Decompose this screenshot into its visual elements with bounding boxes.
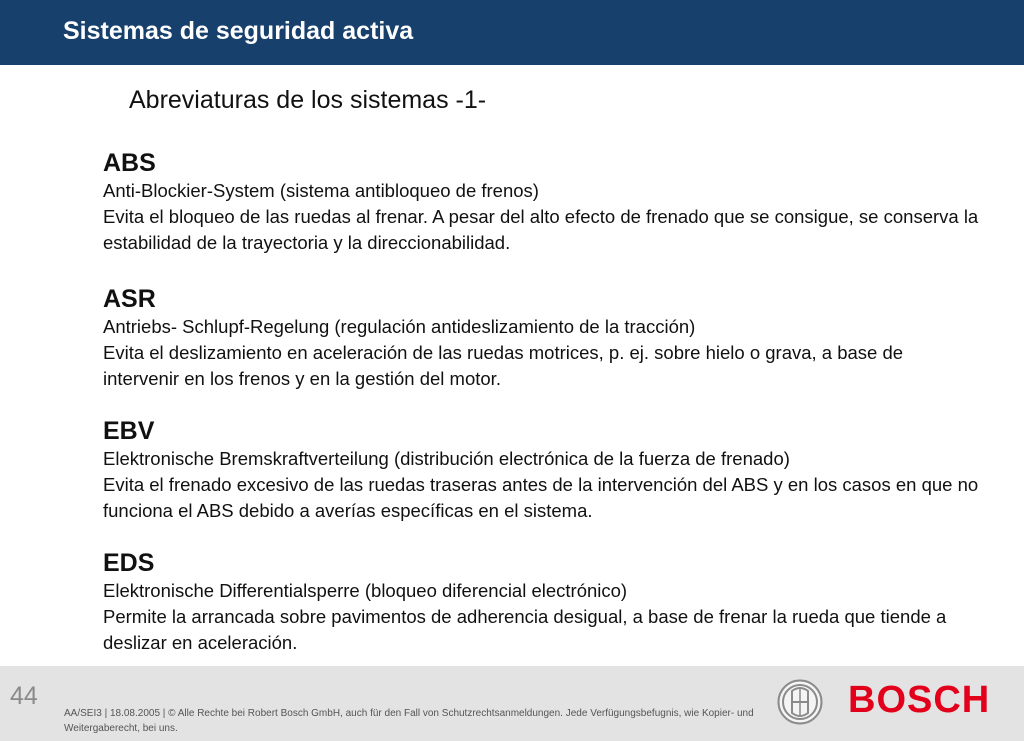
entry-full-name: Antriebs- Schlupf-Regelung (regulación antideslizamiento de la tracción) xyxy=(103,316,696,337)
page-number: 44 xyxy=(10,682,38,710)
entry-ebv xyxy=(103,416,983,524)
entry-full-name: Anti-Blockier-System (sistema antibloqueo de frenos) xyxy=(103,180,539,201)
entry-description: Permite la arrancada sobre pavimentos de adherencia desigual, a base de frenar la rueda que tiende a deslizar en aceleración. xyxy=(103,606,947,653)
entry-abbreviation: ABS xyxy=(103,149,156,177)
bosch-armature-logo-icon xyxy=(777,679,823,725)
entry-full-name: Elektronische Bremskraftverteilung (distribución electrónica de la fuerza de frenado) xyxy=(103,448,790,469)
entry-eds xyxy=(103,548,983,656)
entry-abbreviation: EDS xyxy=(103,549,155,577)
entry-abbreviation: EBV xyxy=(103,417,155,445)
entry-abs xyxy=(103,148,983,256)
copyright-note: AA/SEI3 | 18.08.2005 | © Alle Rechte bei Robert Bosch GmbH, auch für den Fall von Schutzrechtsanmeldungen. Jede Verfügungsbefugnis, wie Kopier- und Weitergaberecht, bei uns. xyxy=(64,708,754,734)
bosch-wordmark: BOSCH xyxy=(848,679,991,721)
entry-description: Evita el bloqueo de las ruedas al frenar. A pesar del alto efecto de frenado que se consigue, se conserva la estabilidad de la trayectoria y la direccionabilidad. xyxy=(103,206,979,253)
entry-asr xyxy=(103,284,983,392)
entry-abbreviation: ASR xyxy=(103,285,156,313)
footer xyxy=(0,666,1024,741)
entry-description: Evita el deslizamiento en aceleración de las ruedas motrices, p. ej. sobre hielo o grava, a base de intervenir en los frenos y en la gestión del motor. xyxy=(103,342,904,389)
entry-description: Evita el frenado excesivo de las ruedas traseras antes de la intervención del ABS y en los casos en que no funciona el ABS debido a averías específicas en el sistema. xyxy=(103,474,979,521)
slide-subtitle: Abreviaturas de los sistemas -1- xyxy=(129,86,487,114)
entry-full-name: Elektronische Differentialsperre (bloqueo diferencial electrónico) xyxy=(103,580,628,601)
header-bar xyxy=(0,0,1024,65)
page-title: Sistemas de seguridad activa xyxy=(63,17,414,45)
